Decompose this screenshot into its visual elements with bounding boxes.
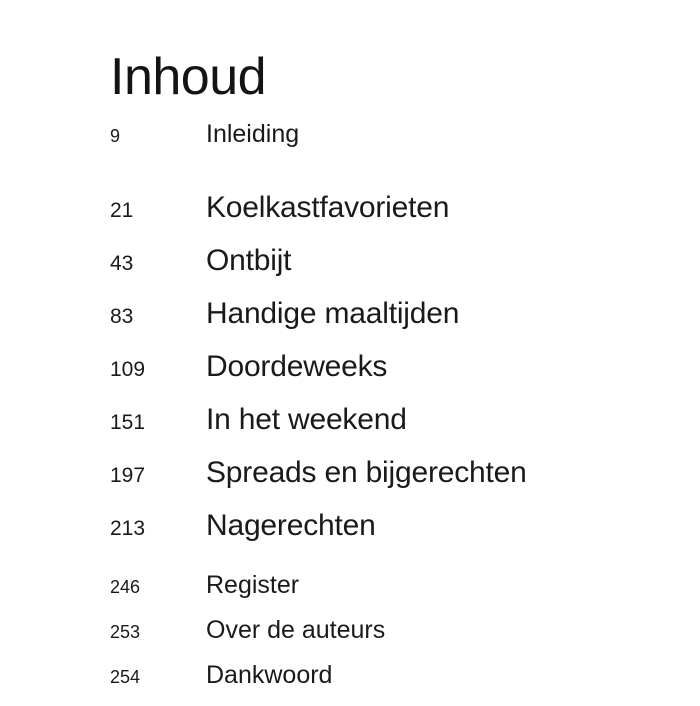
- toc-entry-label: Dankwoord: [206, 661, 333, 689]
- toc-group-front-matter: [110, 120, 670, 149]
- toc-entry[interactable]: [110, 661, 670, 690]
- toc-entry-label: Doordeweeks: [206, 350, 388, 383]
- toc-entry-page: 254: [110, 667, 141, 687]
- toc-entry-page: 83: [110, 305, 134, 328]
- toc-entry[interactable]: [110, 120, 670, 149]
- toc-entry-page: 9: [110, 126, 121, 146]
- toc-entry[interactable]: [110, 403, 670, 437]
- page-title: Inhoud: [110, 47, 267, 106]
- toc-entry-label: Nagerechten: [206, 509, 376, 542]
- toc-entry[interactable]: [110, 191, 670, 225]
- toc-entry-label: Inleiding: [206, 120, 300, 148]
- toc-entry[interactable]: [110, 350, 670, 384]
- toc-entry-page: 213: [110, 517, 146, 540]
- toc-entry-page: 109: [110, 358, 146, 381]
- toc-entry[interactable]: [110, 616, 670, 645]
- toc-group-back-matter: [110, 571, 670, 690]
- toc-group-chapters: [110, 191, 670, 543]
- toc-entry[interactable]: [110, 297, 670, 331]
- toc-entry-page: 21: [110, 199, 134, 222]
- toc-entry-page: 253: [110, 622, 141, 642]
- toc-entry-label: Spreads en bijgerechten: [206, 456, 527, 489]
- toc-entry-label: Handige maaltijden: [206, 297, 460, 330]
- toc-entry-label: Ontbijt: [206, 244, 292, 277]
- toc-entry-label: Koelkastfavorieten: [206, 191, 450, 224]
- toc-entry[interactable]: [110, 456, 670, 490]
- toc-entry-page: 151: [110, 411, 146, 434]
- toc-entry-page: 246: [110, 577, 141, 597]
- toc-entry-page: 43: [110, 252, 134, 275]
- toc-entry[interactable]: [110, 509, 670, 543]
- toc-entry[interactable]: [110, 571, 670, 600]
- table-of-contents: [110, 120, 670, 706]
- toc-entry-label: In het weekend: [206, 403, 407, 436]
- toc-entry-page: 197: [110, 464, 146, 487]
- toc-entry-label: Over de auteurs: [206, 616, 386, 644]
- toc-entry[interactable]: [110, 244, 670, 278]
- toc-entry-label: Register: [206, 571, 300, 599]
